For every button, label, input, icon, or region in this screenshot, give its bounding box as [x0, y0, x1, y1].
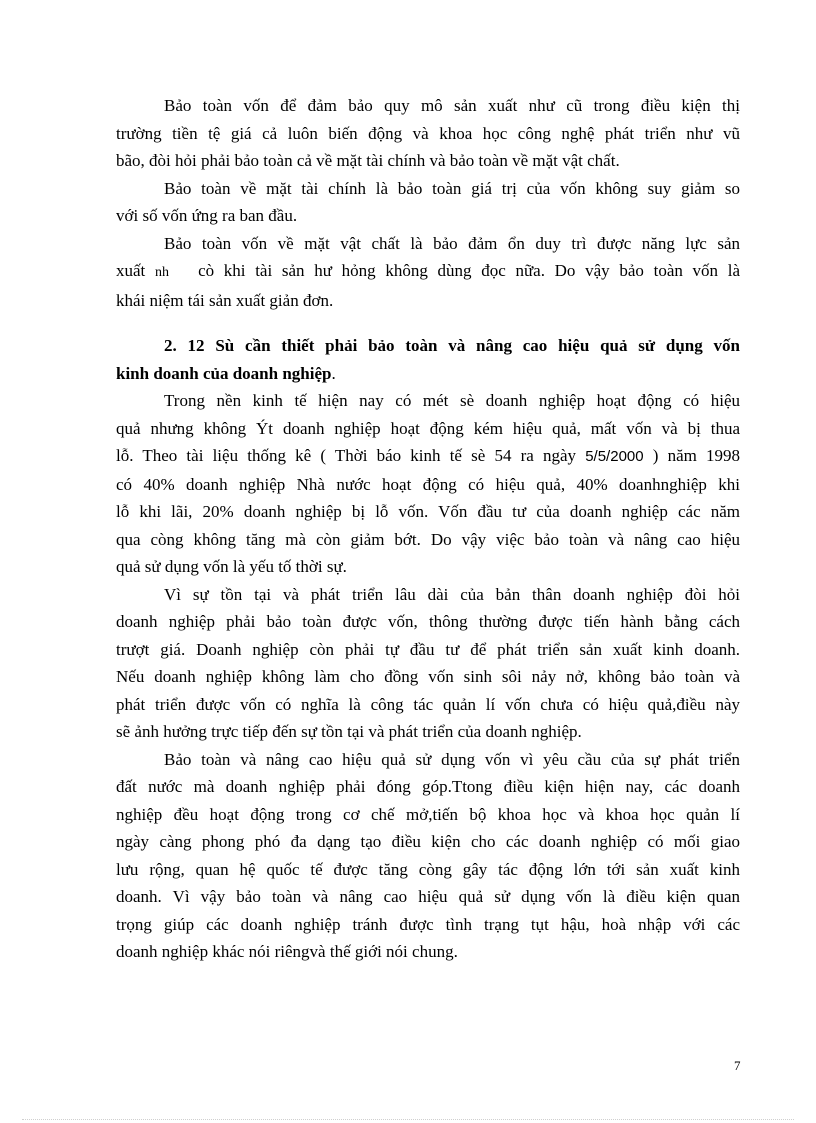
text-line: khái niệm tái sản xuất giản đơn.: [116, 290, 334, 310]
text-line: phát triển được vốn có nghĩa là công tác quản lí vốn chưa có hiệu quả,điều này: [116, 694, 740, 714]
heading-line: [116, 360, 740, 388]
section-heading: [116, 332, 740, 387]
text-line: [116, 442, 740, 471]
text-line: lỗ khi lãi, 20% doanh nghiệp bị lỗ vốn. Vốn đầu tư của doanh nghiệp các năm: [116, 502, 740, 521]
text-line: nghiệp đều hoạt động trong cơ chế mở,tiến bộ khoa học và khoa học quản lí: [116, 804, 740, 824]
text-line: doanh. Vì vậy bảo toàn và nâng cao hiệu quả sử dụng vốn là điều kiện quan: [116, 887, 740, 906]
document-page: [116, 92, 740, 966]
text-fragment: lỗ. Theo tài liệu thống kê ( Thời báo kinh tế sè 54 ra ngày: [116, 446, 577, 465]
text-line: quả nhưng không Ýt doanh nghiệp hoạt động kém hiệu quả, mất vốn và bị thua: [116, 418, 740, 438]
inline-small-text: nh: [154, 265, 169, 280]
paragraph: [116, 746, 740, 966]
text-line: lưu rộng, quan hệ quốc tế được tăng còng gây tác động lớn tới sản xuất kinh: [116, 859, 740, 879]
paragraph: [116, 581, 740, 746]
text-line: Vì sự tồn tại và phát triển lâu dài của bản thân doanh nghiệp đòi hỏi: [164, 584, 740, 604]
text-line: trường tiền tệ giá cả luôn biến động và khoa học công nghệ phát triển như vũ: [116, 123, 740, 143]
text-line: [116, 257, 740, 287]
text-line: Nếu doanh nghiệp không làm cho đồng vốn sinh sôi nảy nở, không bảo toàn và: [116, 667, 740, 686]
paragraph: [116, 387, 740, 581]
text-fragment: ) năm 1998: [652, 446, 741, 465]
text-line: trượt giá. Doanh nghiệp còn phải tự đầu tư để phát triển sản xuất kinh doanh.: [116, 639, 740, 659]
text-fragment: cò khi tài sản hư hỏng không dùng đọc nữa. Do vậy bảo toàn vốn là: [198, 261, 741, 280]
paragraph: [116, 92, 740, 175]
text-line: Trong nền kinh tế hiện nay có mét sè doanh nghiệp hoạt động có hiệu: [164, 391, 740, 410]
text-line: Bảo toàn vốn về mặt vật chất là bảo đảm ổn duy trì được năng lực sản: [164, 233, 740, 253]
text-line: sẽ ảnh hưởng trực tiếp đến sự tồn tại và phát triển của doanh nghiệp.: [116, 722, 582, 741]
text-line: doanh nghiệp khác nói riêngvà thế giới nói chung.: [116, 942, 458, 961]
text-line: trọng giúp các doanh nghiệp tránh được tình trạng tụt hậu, hoà nhập với các: [116, 914, 740, 934]
text-line: ngày càng phong phó đa dạng tạo điều kiện cho các doanh nghiệp có mối giao: [116, 832, 740, 851]
paragraph: [116, 230, 740, 315]
text-line: bão, đòi hỏi phải bảo toàn cả về mặt tài chính và bảo toàn về mặt vật chất.: [116, 151, 620, 170]
text-line: đất nước mà doanh nghiệp phải đóng góp.Ttong điều kiện hiện nay, các doanh: [116, 777, 740, 796]
text-fragment: xuất: [116, 261, 146, 280]
text-line: doanh nghiệp phải bảo toàn được vốn, thông thường được tiến hành bằng cách: [116, 612, 740, 631]
text-line: quả sử dụng vốn là yếu tố thời sự.: [116, 557, 347, 576]
page-number: 7: [734, 1058, 741, 1073]
page-bottom-border: [22, 1119, 794, 1120]
text-line: có 40% doanh nghiệp Nhà nước hoạt động có hiệu quả, 40% doanhnghiệp khi: [116, 474, 740, 494]
inline-date: 5/5/2000: [585, 448, 644, 465]
heading-text: kinh doanh của doanh nghiệp: [116, 363, 332, 383]
text-line: Bảo toàn về mặt tài chính là bảo toàn giá trị của vốn không suy giảm so: [164, 178, 740, 198]
text-line: Bảo toàn và nâng cao hiệu quả sử dụng vốn vì yêu cầu của sự phát triển: [164, 749, 740, 769]
text-line: Bảo toàn vốn để đảm bảo quy mô sản xuất như cũ trong điều kiện thị: [164, 96, 740, 115]
heading-line: 2. 12 Sù cần thiết phải bảo toàn và nâng cao hiệu quả sử dụng vốn: [164, 336, 740, 355]
text-line: với số vốn ứng ra ban đầu.: [116, 206, 298, 225]
text-line: qua còng không tăng mà còn giảm bớt. Do vậy việc bảo toàn và nâng cao hiệu: [116, 529, 740, 549]
paragraph: [116, 175, 740, 230]
heading-period: .: [331, 363, 336, 383]
